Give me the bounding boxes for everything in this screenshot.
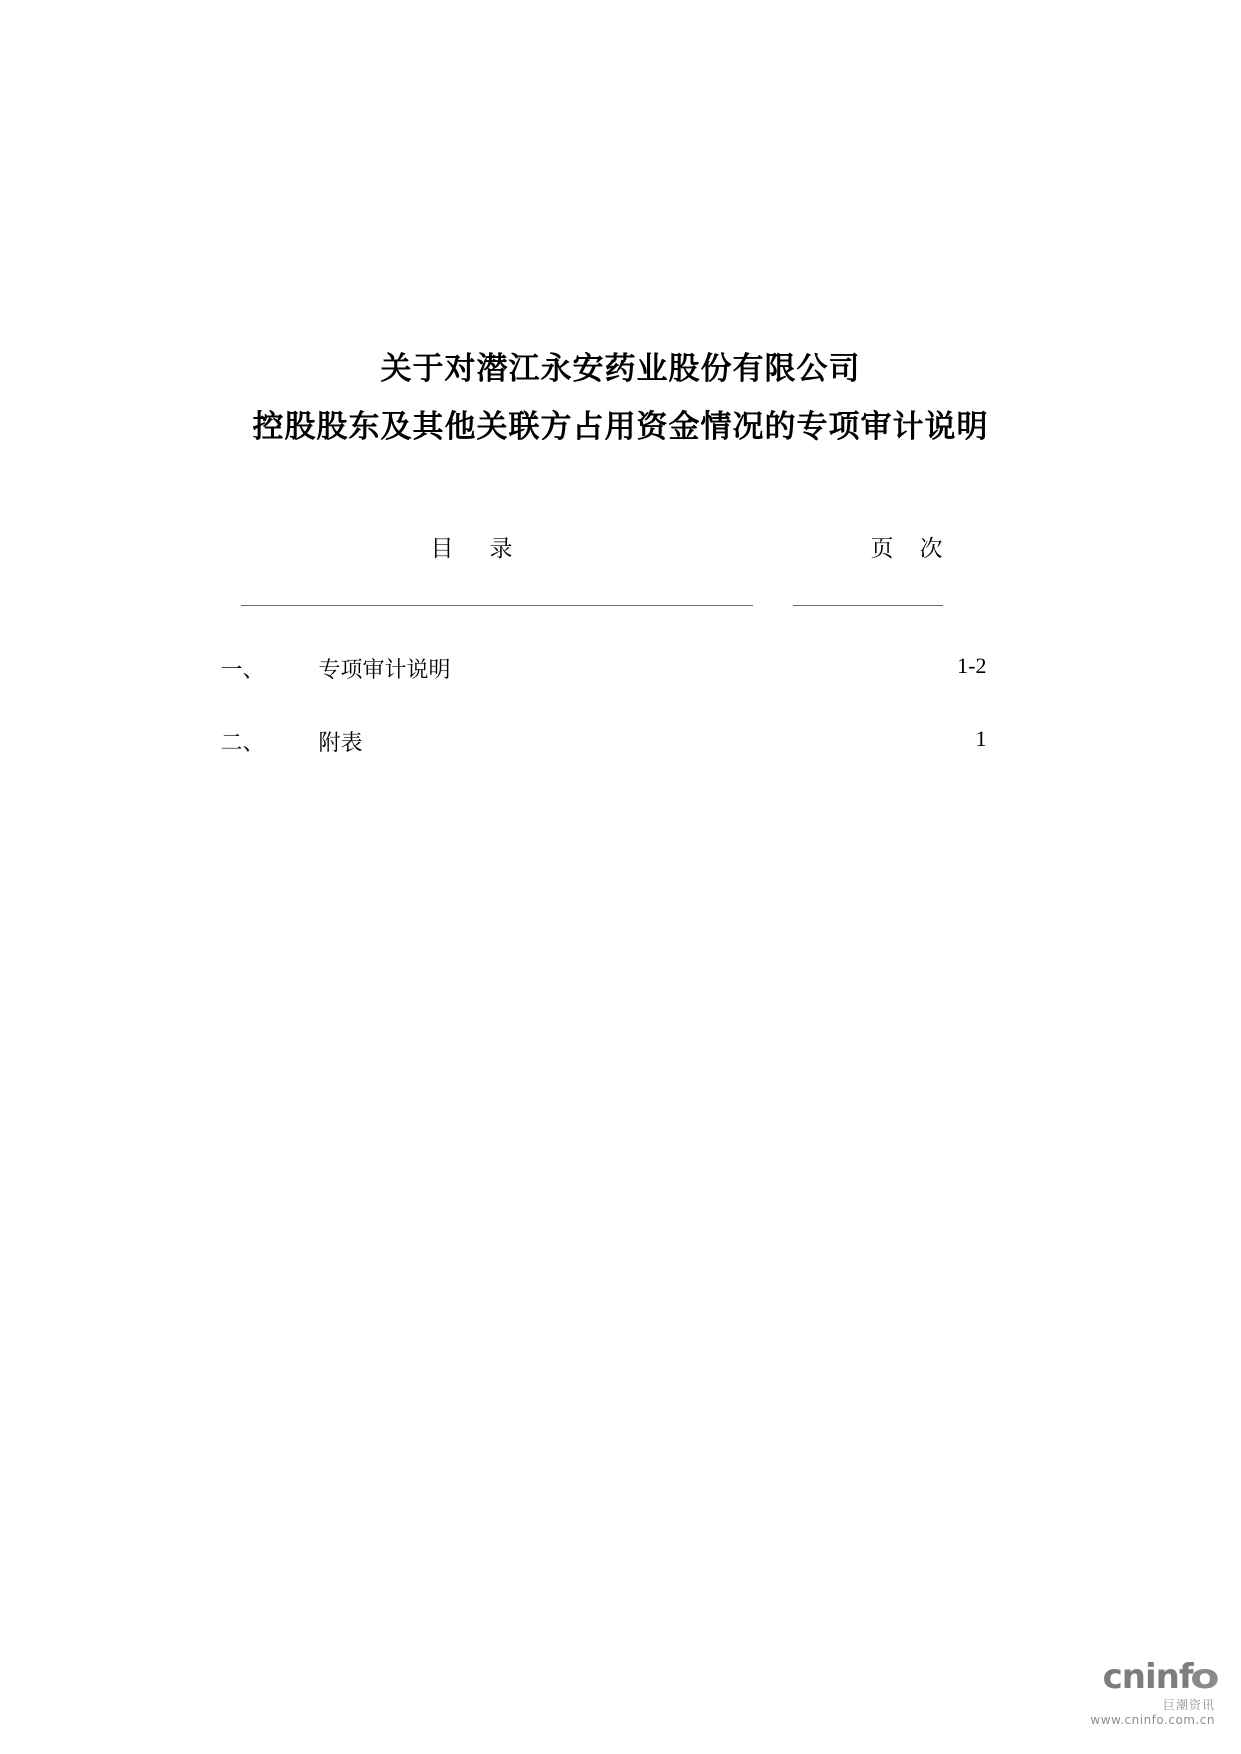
toc-entry[interactable] [220,718,1001,791]
toc-header-rules [0,605,1241,609]
cninfo-logo-text: cninf [1102,1656,1193,1697]
toc-header-label-contents: 目录 [430,536,549,561]
toc-entry-page: 1 [975,726,987,751]
toc-header [0,530,1241,570]
toc-entry-label: 附表 [318,730,363,755]
toc-list [0,645,1241,791]
toc-entry-number: 一、 [220,657,265,682]
cninfo-logo-tail: o [1189,1656,1218,1697]
toc-rule-left [241,605,753,606]
document-title [0,340,1241,456]
watermark [1090,1656,1218,1729]
toc-rule-right [793,605,943,606]
toc-entry-page: 1-2 [957,653,987,678]
cninfo-logo [1090,1656,1218,1699]
toc-entry[interactable] [220,645,1001,718]
document-title-line-1: 关于对潜江永安药业股份有限公司 [380,351,861,386]
watermark-line-1: 巨潮资讯 [1162,1698,1215,1712]
watermark-line-2: www.cninfo.com.cn [1090,1713,1215,1727]
toc-entry-label: 专项审计说明 [318,657,451,682]
toc-entry-number: 二、 [220,730,265,755]
document-title-line-2: 控股股东及其他关联方占用资金情况的专项审计说明 [252,409,989,444]
toc-header-label-page: 页次 [870,536,969,561]
